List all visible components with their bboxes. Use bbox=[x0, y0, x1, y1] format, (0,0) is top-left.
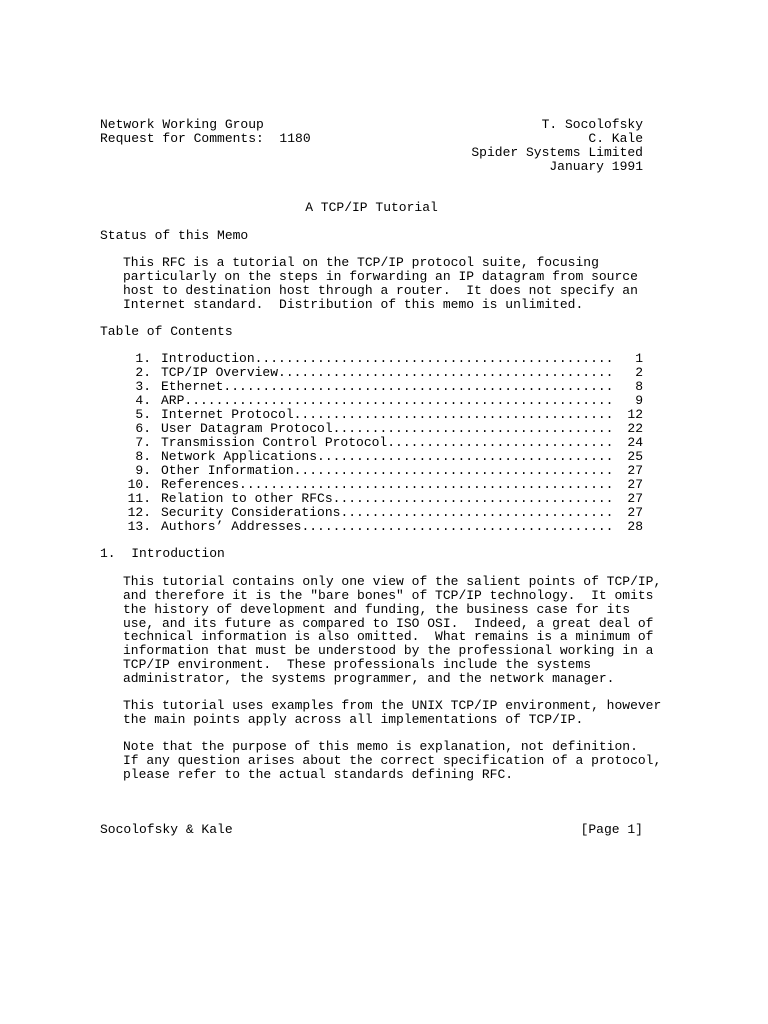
toc-leader-dots bbox=[340, 506, 613, 520]
toc-leader-dots bbox=[333, 422, 613, 436]
intro-paragraph-1-line: TCP/IP environment. These professionals include the systems bbox=[123, 657, 592, 672]
toc-title: Other Information bbox=[161, 463, 294, 478]
toc-number: 2. bbox=[135, 365, 151, 380]
toc-number: 12. bbox=[127, 505, 151, 520]
intro-paragraph-1-line: information that must be understood by the professional working in a bbox=[123, 643, 654, 658]
toc-leader-dots bbox=[294, 408, 613, 422]
toc-leader-dots bbox=[184, 394, 613, 408]
toc-entry-authors-addresses[interactable] bbox=[123, 520, 643, 534]
page-footer bbox=[100, 823, 643, 837]
toc-title: Ethernet bbox=[161, 379, 224, 394]
toc-title: User Datagram Protocol bbox=[161, 421, 333, 436]
header-row-1 bbox=[100, 118, 643, 132]
toc-page-number: 8 bbox=[635, 379, 643, 394]
toc-number: 3. bbox=[135, 379, 151, 394]
toc-entry-ethernet[interactable] bbox=[123, 380, 643, 394]
toc-leader-dots bbox=[223, 380, 613, 394]
toc-number: 5. bbox=[135, 407, 151, 422]
toc-title: Authors’ Addresses bbox=[161, 519, 302, 534]
toc-heading: Table of Contents bbox=[100, 324, 233, 339]
toc-entry-udp[interactable] bbox=[123, 422, 643, 436]
header-organization: Spider Systems Limited bbox=[471, 145, 643, 160]
header-working-group: Network Working Group bbox=[100, 117, 264, 132]
toc-number: 6. bbox=[135, 421, 151, 436]
intro-paragraph-1-line: the history of development and funding, the business case for its bbox=[123, 602, 631, 617]
header-rfc-number: Request for Comments: 1180 bbox=[100, 131, 311, 146]
toc-leader-dots bbox=[317, 450, 613, 464]
toc-title: References bbox=[161, 477, 240, 492]
toc-number: 11. bbox=[127, 491, 151, 506]
intro-paragraph-3-line: please refer to the actual standards defining RFC. bbox=[123, 767, 514, 782]
toc-entry-tcpip-overview[interactable] bbox=[123, 366, 643, 380]
intro-paragraph-3-line: If any question arises about the correct specification of a protocol, bbox=[123, 753, 662, 768]
intro-paragraph-1-line: administrator, the systems programmer, and the network manager. bbox=[123, 671, 615, 686]
status-line: Internet standard. Distribution of this memo is unlimited. bbox=[123, 297, 584, 312]
toc-title: ARP bbox=[161, 393, 185, 408]
toc-title: Internet Protocol bbox=[161, 407, 294, 422]
toc-leader-dots bbox=[255, 352, 613, 366]
toc-leader-dots bbox=[301, 520, 613, 534]
toc-number: 9. bbox=[135, 463, 151, 478]
toc-title: Security Considerations bbox=[161, 505, 341, 520]
toc-page-number: 28 bbox=[627, 519, 643, 534]
toc-entry-tcp[interactable] bbox=[123, 436, 643, 450]
header-author-1: T. Socolofsky bbox=[541, 117, 643, 132]
intro-paragraph-2-line: This tutorial uses examples from the UNIX TCP/IP environment, however bbox=[123, 698, 662, 713]
toc-page-number: 2 bbox=[635, 365, 643, 380]
footer-page-number: [Page 1] bbox=[580, 822, 643, 837]
header-date: January 1991 bbox=[549, 159, 643, 174]
toc-page-number: 12 bbox=[627, 407, 643, 422]
toc-leader-dots bbox=[387, 436, 613, 450]
toc-leader-dots bbox=[239, 478, 613, 492]
toc-leader-dots bbox=[333, 492, 613, 506]
toc-page-number: 27 bbox=[627, 491, 643, 506]
toc-number: 1. bbox=[135, 351, 151, 366]
toc-page-number: 25 bbox=[627, 449, 643, 464]
intro-paragraph-3-line: Note that the purpose of this memo is explanation, not definition. bbox=[123, 739, 638, 754]
section-heading-introduction: 1. Introduction bbox=[100, 546, 225, 561]
toc-title: Relation to other RFCs bbox=[161, 491, 333, 506]
toc-entry-arp[interactable] bbox=[123, 394, 643, 408]
toc-title: Introduction bbox=[161, 351, 255, 366]
toc-leader-dots bbox=[294, 464, 613, 478]
header-author-2: C. Kale bbox=[588, 131, 643, 146]
toc-entry-network-applications[interactable] bbox=[123, 450, 643, 464]
status-line: particularly on the steps in forwarding an IP datagram from source bbox=[123, 269, 638, 284]
toc-number: 13. bbox=[127, 519, 151, 534]
intro-paragraph-2-line: the main points apply across all implementations of TCP/IP. bbox=[123, 712, 584, 727]
intro-paragraph-1-line: technical information is also omitted. What remains is a minimum of bbox=[123, 629, 654, 644]
intro-paragraph-1-line: use, and its future as compared to ISO OSI. Indeed, a great deal of bbox=[123, 616, 654, 631]
intro-paragraph-1-line: and therefore it is the "bare bones" of TCP/IP technology. It omits bbox=[123, 588, 654, 603]
toc-entry-internet-protocol[interactable] bbox=[123, 408, 643, 422]
toc-entry-introduction[interactable] bbox=[123, 352, 643, 366]
toc-page-number: 24 bbox=[627, 435, 643, 450]
status-line: host to destination host through a router. It does not specify an bbox=[123, 283, 638, 298]
toc-page-number: 27 bbox=[627, 477, 643, 492]
intro-paragraph-1-line: This tutorial contains only one view of the salient points of TCP/IP, bbox=[123, 574, 662, 589]
toc-page-number: 9 bbox=[635, 393, 643, 408]
toc-leader-dots bbox=[278, 366, 613, 380]
header-row-2 bbox=[100, 132, 643, 146]
toc-entry-relation-to-other-rfcs[interactable] bbox=[123, 492, 643, 506]
toc-title: Transmission Control Protocol bbox=[161, 435, 388, 450]
toc-number: 7. bbox=[135, 435, 151, 450]
toc-title: Network Applications bbox=[161, 449, 318, 464]
document-title: A TCP/IP Tutorial bbox=[305, 200, 438, 215]
footer-authors: Socolofsky & Kale bbox=[100, 822, 233, 837]
toc-entry-other-information[interactable] bbox=[123, 464, 643, 478]
status-line: This RFC is a tutorial on the TCP/IP protocol suite, focusing bbox=[123, 255, 599, 270]
toc-page-number: 27 bbox=[627, 463, 643, 478]
toc-title: TCP/IP Overview bbox=[161, 365, 279, 380]
toc-page-number: 27 bbox=[627, 505, 643, 520]
toc-entry-references[interactable] bbox=[123, 478, 643, 492]
status-heading: Status of this Memo bbox=[100, 228, 249, 243]
toc-page-number: 1 bbox=[635, 351, 643, 366]
toc-number: 8. bbox=[135, 449, 151, 464]
toc-entry-security-considerations[interactable] bbox=[123, 506, 643, 520]
toc-number: 4. bbox=[135, 393, 151, 408]
toc-number: 10. bbox=[127, 477, 151, 492]
toc-page-number: 22 bbox=[627, 421, 643, 436]
